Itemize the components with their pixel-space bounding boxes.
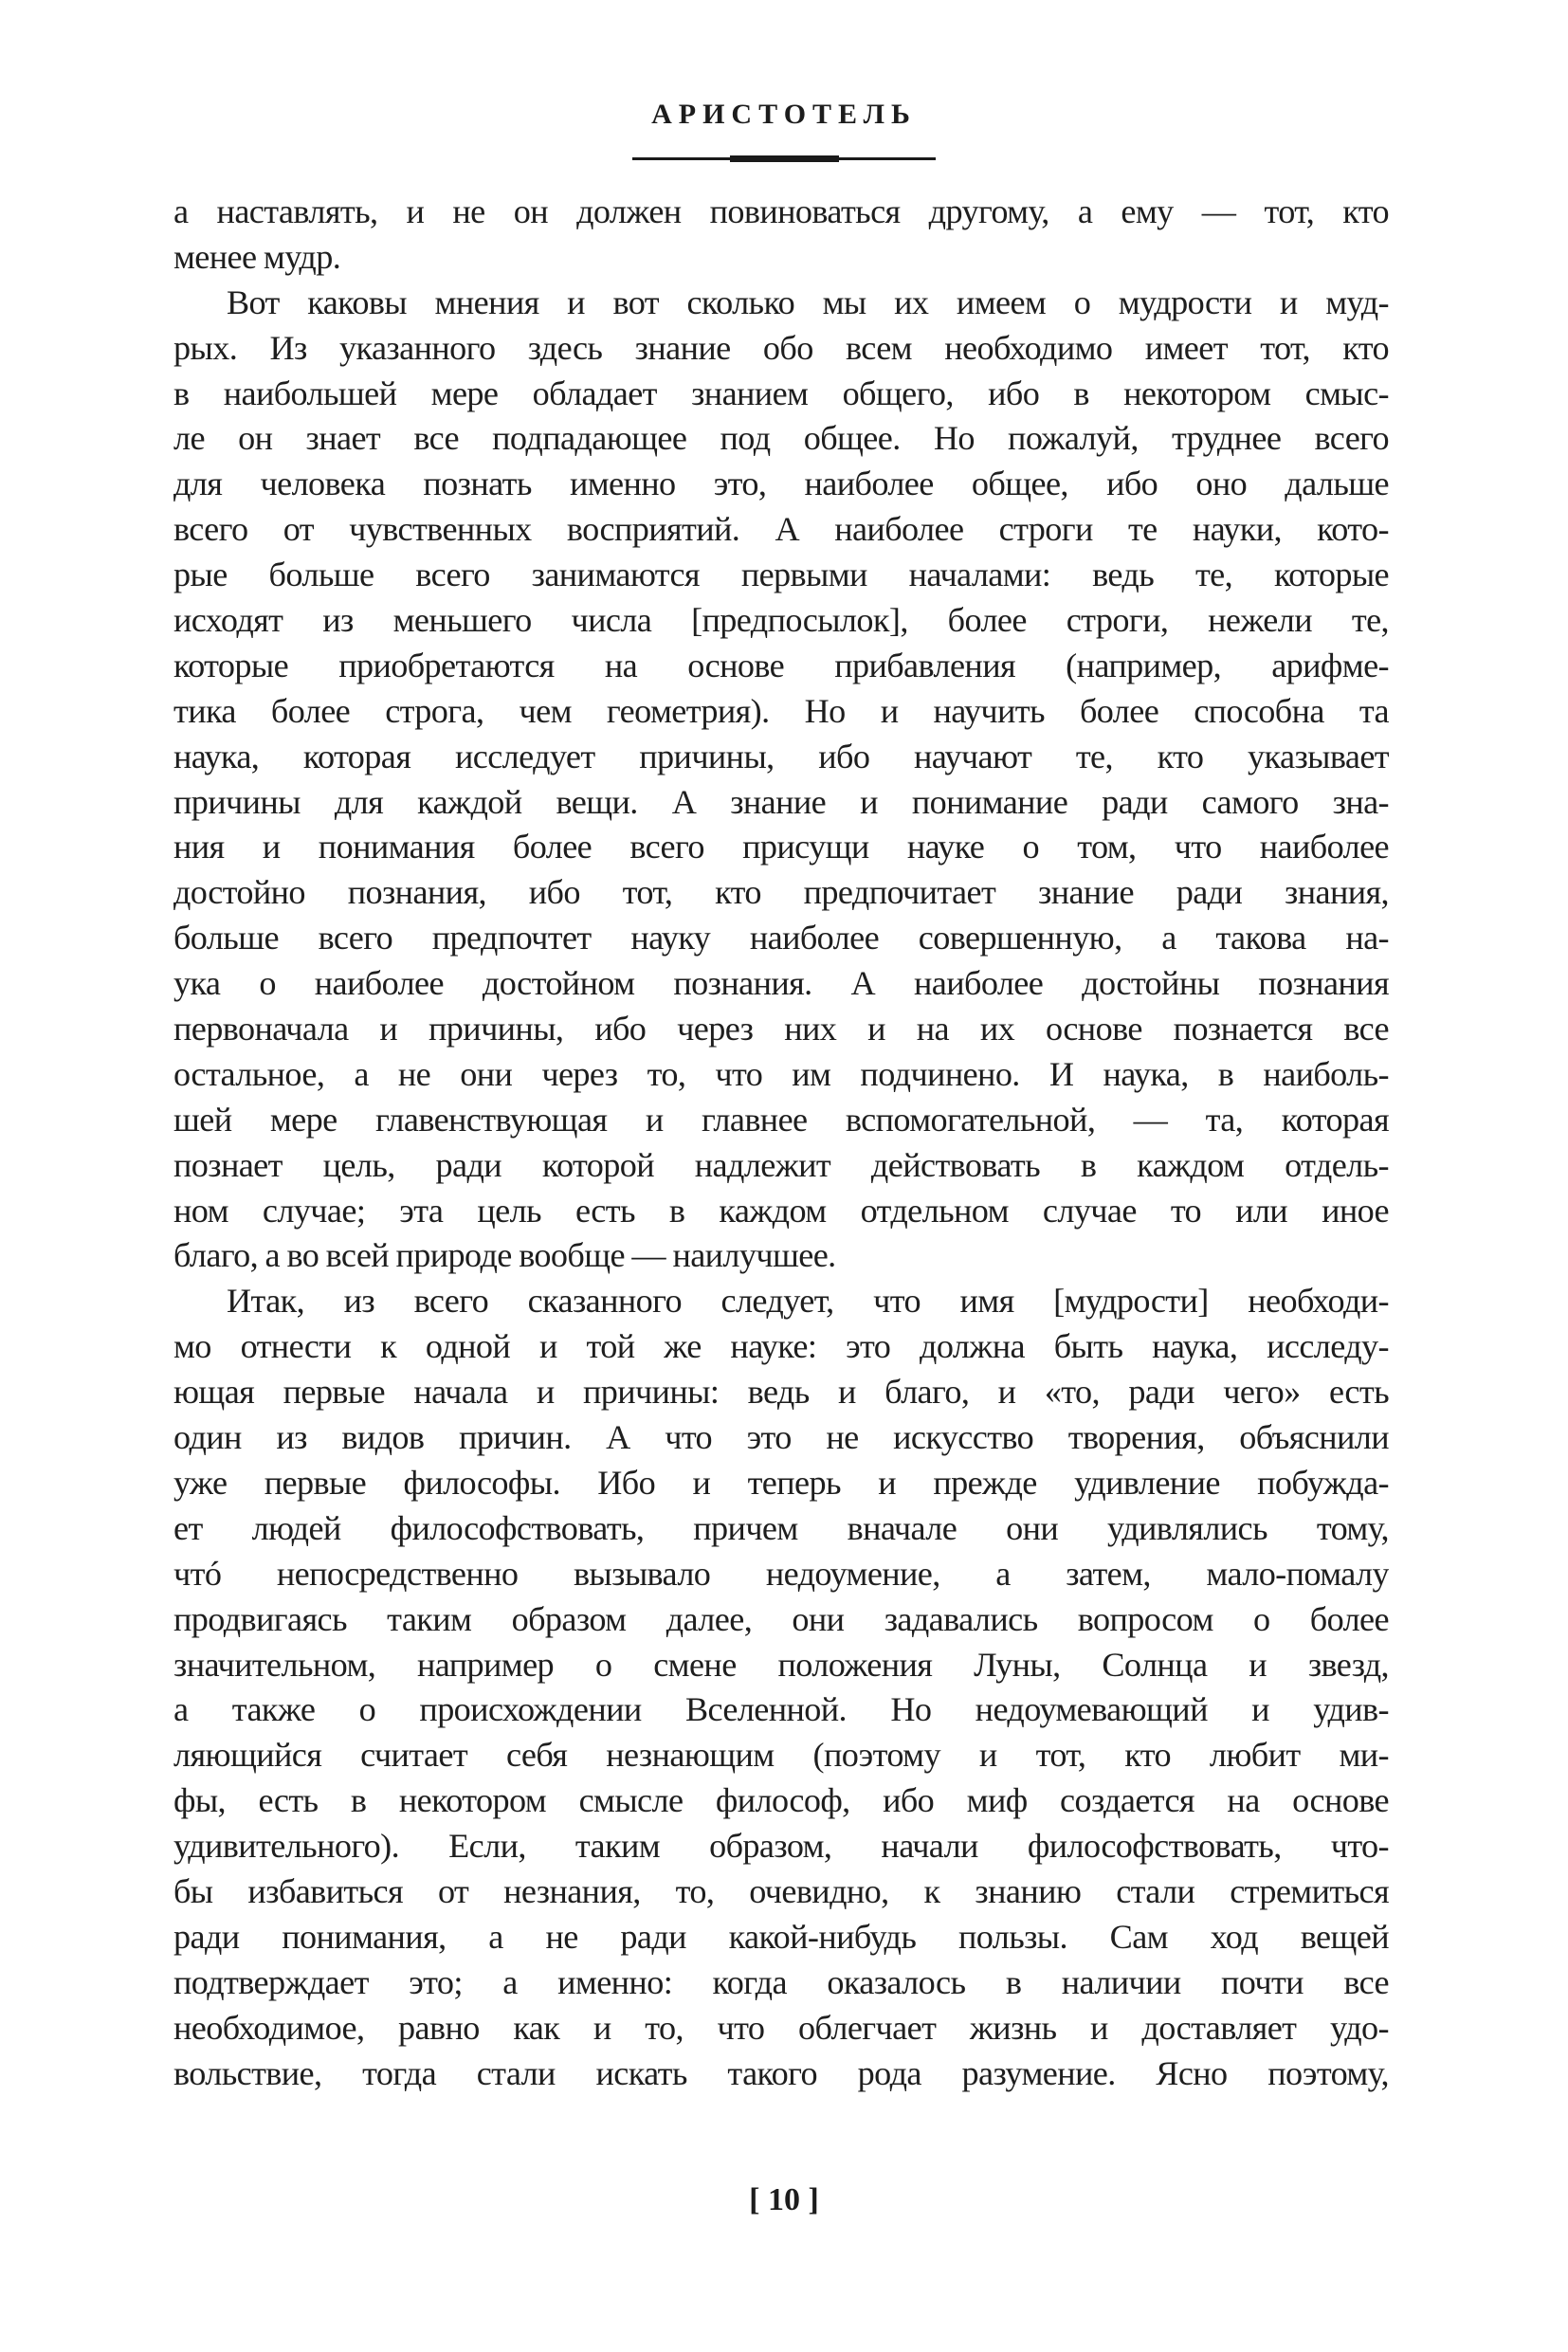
text-line: для человека познать именно это, наиболее общее, ибо оно дальше [173,465,1389,503]
text-line: мо отнести к одной и той же науке: это должна быть наука, исследу- [173,1327,1389,1366]
text-line: исходят из меньшего числа [предпосылок], более строги, нежели те, [173,601,1389,640]
text-line: шей мере главенствующая и главнее вспомогательной, — та, которая [173,1100,1389,1139]
text-line: а наставлять, и не он должен повиноваться другому, а ему — тот, кто [173,192,1389,230]
text-line: уже первые философы. Ибо и теперь и прежде удивление побужда- [173,1463,1389,1502]
text-line: один из видов причин. А что это не искусство творения, объяснили [173,1418,1389,1457]
text-line: ет людей философствовать, причем вначале они удивлялись тому, [173,1508,1389,1547]
text-line: подтверждает это; а именно: когда оказалось в наличии почти все [173,1962,1389,2001]
text-line: рых. Из указанного здесь знание обо всем необходимо имеет тот, кто [173,328,1389,367]
text-line: удивительного). Если, таким образом, начали философствовать, что- [173,1827,1389,1866]
text-line: ющая первые начала и причины: ведь и благо, и «то, ради чего» есть [173,1373,1389,1412]
text-line: тика более строга, чем геометрия). Но и научить более способна та [173,691,1389,730]
text-line: которые приобретаются на основе прибавления (например, арифме- [173,646,1389,684]
text-line: ради понимания, а не ради какой-нибудь пользы. Сам ход вещей [173,1917,1389,1956]
text-line: ука о наиболее достойном познания. А наиболее достойны познания [173,964,1389,1003]
text-line: ния и понимания более всего присущи науке о том, что наиболее [173,828,1389,866]
text-line: чтó непосредственно вызывало недоумение, а затем, мало-помалу [173,1554,1389,1593]
text-line: бы избавиться от незнания, то, очевидно, к знанию стали стремиться [173,1871,1389,1910]
text-line: ле он знает все подпадающее под общее. Но пожалуй, труднее всего [173,419,1389,458]
text-line: значительном, например о смене положения Луны, Солнца и звезд, [173,1645,1389,1684]
text-line: продвигаясь таким образом далее, они задавались вопросом о более [173,1599,1389,1638]
text-line: а также о происхождении Вселенной. Но недоумевающий и удив- [173,1690,1389,1729]
text-line: всего от чувственных восприятий. А наиболее строги те науки, кото- [173,510,1389,549]
text-line: больше всего предпочтет науку наиболее совершенную, а такова на- [173,919,1389,957]
header-rule-ornament [730,155,839,162]
text-line: Вот каковы мнения и вот сколько мы их имеем о мудрости и муд- [227,283,1389,321]
text-line: познает цель, ради которой надлежит действовать в каждом отдель- [173,1145,1389,1184]
text-line: в наибольшей мере обладает знанием общего, ибо в некотором смыс- [173,374,1389,412]
text-line: рые больше всего занимаются первыми началами: ведь те, которые [173,556,1389,594]
text-line: менее мудр. [173,237,341,276]
text-line: фы, есть в некотором смысле философ, ибо миф создается на основе [173,1781,1389,1820]
text-line: необходимое, равно как и то, что облегчает жизнь и доставляет удо- [173,2008,1389,2047]
text-line: благо, а во всей природе вообще — наилучшее. [173,1236,836,1275]
text-line: первоначала и причины, ибо через них и на их основе познается все [173,1010,1389,1048]
text-line: достойно познания, ибо тот, кто предпочитает знание ради знания, [173,873,1389,912]
running-head: АРИСТОТЕЛЬ [651,99,917,130]
text-line: вольствие, тогда стали искать такого рода разумение. Ясно поэтому, [173,2053,1389,2092]
page-number: [ 10 ] [749,2182,819,2217]
body-text [173,190,1389,2096]
text-line: ляющийся считает себя незнающим (поэтому и тот, кто любит ми- [173,1736,1389,1775]
text-line: наука, которая исследует причины, ибо научают те, кто указывает [173,737,1389,775]
text-line: Итак, из всего сказанного следует, что имя [мудрости] необходи- [227,1282,1389,1321]
text-line: остальное, а не они через то, что им подчинено. И наука, в наиболь- [173,1054,1389,1093]
header-rule-divider [632,157,936,160]
text-line: причины для каждой вещи. А знание и понимание ради самого зна- [173,782,1389,821]
text-line: ном случае; эта цель есть в каждом отдельном случае то или иное [173,1191,1389,1230]
